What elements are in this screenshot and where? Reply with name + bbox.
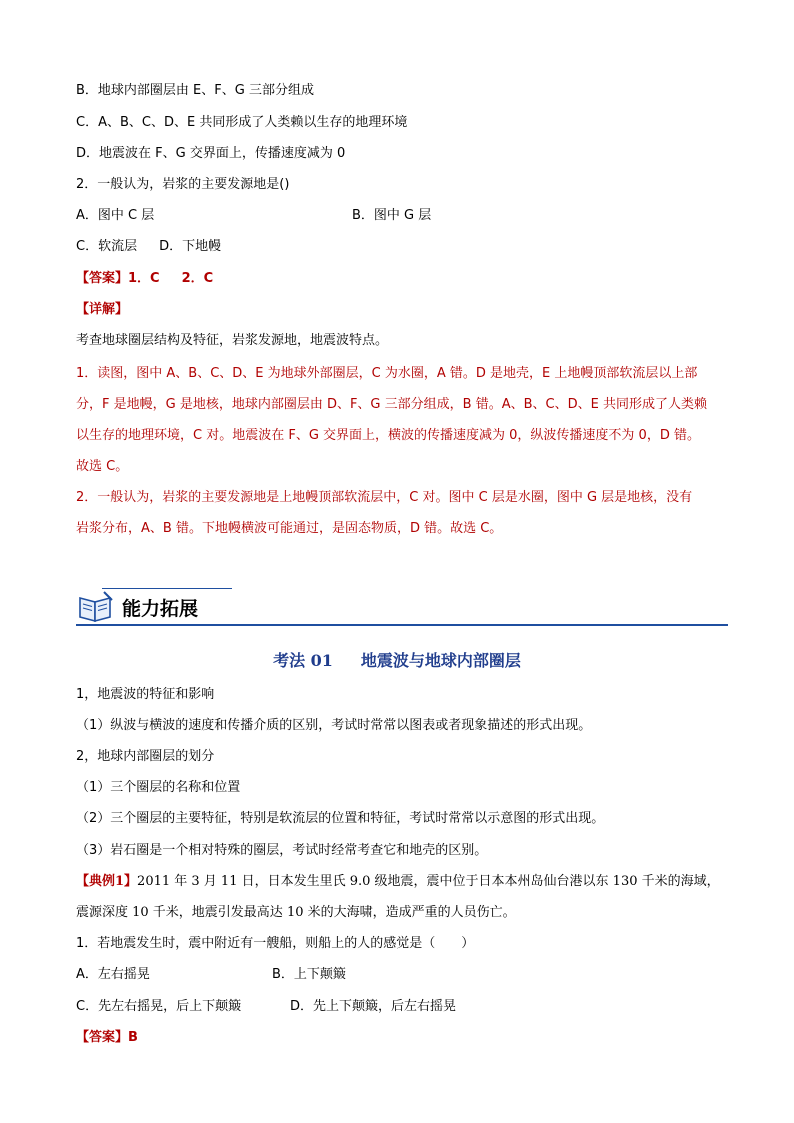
example-option-b: B．上下颠簸 <box>272 967 346 982</box>
q2-option-a: A．图中 C 层 <box>76 208 155 223</box>
explanation-1-line-3: 以生存的地理环境，C 对。地震波在 F、G 交界面上，横波的传播速度减为 0，纵波传播速度不为 0，D 错。 <box>76 428 700 443</box>
q2-options-cd <box>76 237 221 257</box>
example-text-1: 2011 年 3 月 11 日，日本发生里氏 9.0 级地震，震中位于日本本州岛仙台港以东 130 千米的海域， <box>137 874 720 889</box>
example-option-d: D．先上下颠簸，后左右摇晃 <box>290 999 457 1014</box>
q1-option-c: C．A、B、C、D、E 共同形成了人类赖以生存的地理环境 <box>76 115 408 130</box>
explanation-1-line-4: 故选 C。 <box>76 459 129 474</box>
kaofa-title <box>0 648 794 671</box>
q2-option-b: B．图中 G 层 <box>352 208 432 223</box>
section-header-title: 能力拓展 <box>122 598 199 620</box>
example-answer-line <box>76 1028 138 1048</box>
example-line-1 <box>76 872 720 892</box>
answer-line <box>76 269 213 289</box>
q2-option-d: D．下地幔 <box>159 239 222 254</box>
example-tag: 【典例1】 <box>76 874 138 889</box>
answer-tag: 【答案】 <box>76 271 129 286</box>
q2-stem: 2．一般认为，岩浆的主要发源地是() <box>76 177 290 192</box>
content-point-2: 2，地球内部圈层的划分 <box>76 749 215 764</box>
header-top-rule <box>102 588 232 589</box>
answer-1: 1．C <box>128 271 160 286</box>
kaofa-topic: 地震波与地球内部圈层 <box>360 651 521 670</box>
book-icon <box>76 590 116 624</box>
content-point-2-2: （2）三个圈层的主要特征，特别是软流层的位置和特征，考试时常常以示意图的形式出现。 <box>76 811 605 826</box>
section-header <box>76 588 728 628</box>
explanation-1-line-1: 1．读图，图中 A、B、C、D、E 为地球外部圈层，C 为水圈，A 错。D 是地壳，E 上地幔顶部软流层以上部 <box>76 366 698 381</box>
content-point-1: 1，地震波的特征和影响 <box>76 687 215 702</box>
explanation-1-line-2: 分，F 是地幔，G 是地核，地球内部圈层由 D、F、G 三部分组成，B 错。A、B、C、D、E 共同形成了人类赖 <box>76 397 707 412</box>
answer-2: 2．C <box>181 271 214 286</box>
content-point-2-3: （3）岩石圈是一个相对特殊的圈层，考试时经常考查它和地壳的区别。 <box>76 843 488 858</box>
kaofa-number: 考法 01 <box>273 651 333 670</box>
q1-option-d: D．地震波在 F、G 交界面上，传播速度减为 0 <box>76 146 346 161</box>
content-point-1-1: （1）纵波与横波的速度和传播介质的区别，考试时常常以图表或者现象描述的形式出现。 <box>76 718 592 733</box>
example-answer: B <box>128 1030 138 1045</box>
example-option-c: C．先左右摇晃，后上下颠簸 <box>76 999 242 1014</box>
explanation-2-line-1: 2．一般认为，岩浆的主要发源地是上地幔顶部软流层中，C 对。图中 C 层是水圈，图中 G 层是地核，没有 <box>76 490 693 505</box>
example-line-2: 震源深度 10 千米，地震引发最高达 10 米的大海啸，造成严重的人员伤亡。 <box>76 905 516 920</box>
example-question: 1．若地震发生时，震中附近有一艘船，则船上的人的感觉是（ ） <box>76 936 475 951</box>
example-answer-tag: 【答案】 <box>76 1030 129 1045</box>
example-option-a: A．左右摇晃 <box>76 967 150 982</box>
content-point-2-1: （1）三个圈层的名称和位置 <box>76 780 241 795</box>
q2-option-c: C．软流层 <box>76 239 138 254</box>
header-rule <box>76 624 728 626</box>
explanation-2-line-2: 岩浆分布，A、B 错。下地幔横波可能通过，是固态物质，D 错。故选 C。 <box>76 521 503 536</box>
detail-tag: 【详解】 <box>76 302 129 317</box>
q1-option-b: B．地球内部圈层由 E、F、G 三部分组成 <box>76 83 314 98</box>
detail-summary: 考查地球圈层结构及特征，岩浆发源地，地震波特点。 <box>76 333 389 348</box>
